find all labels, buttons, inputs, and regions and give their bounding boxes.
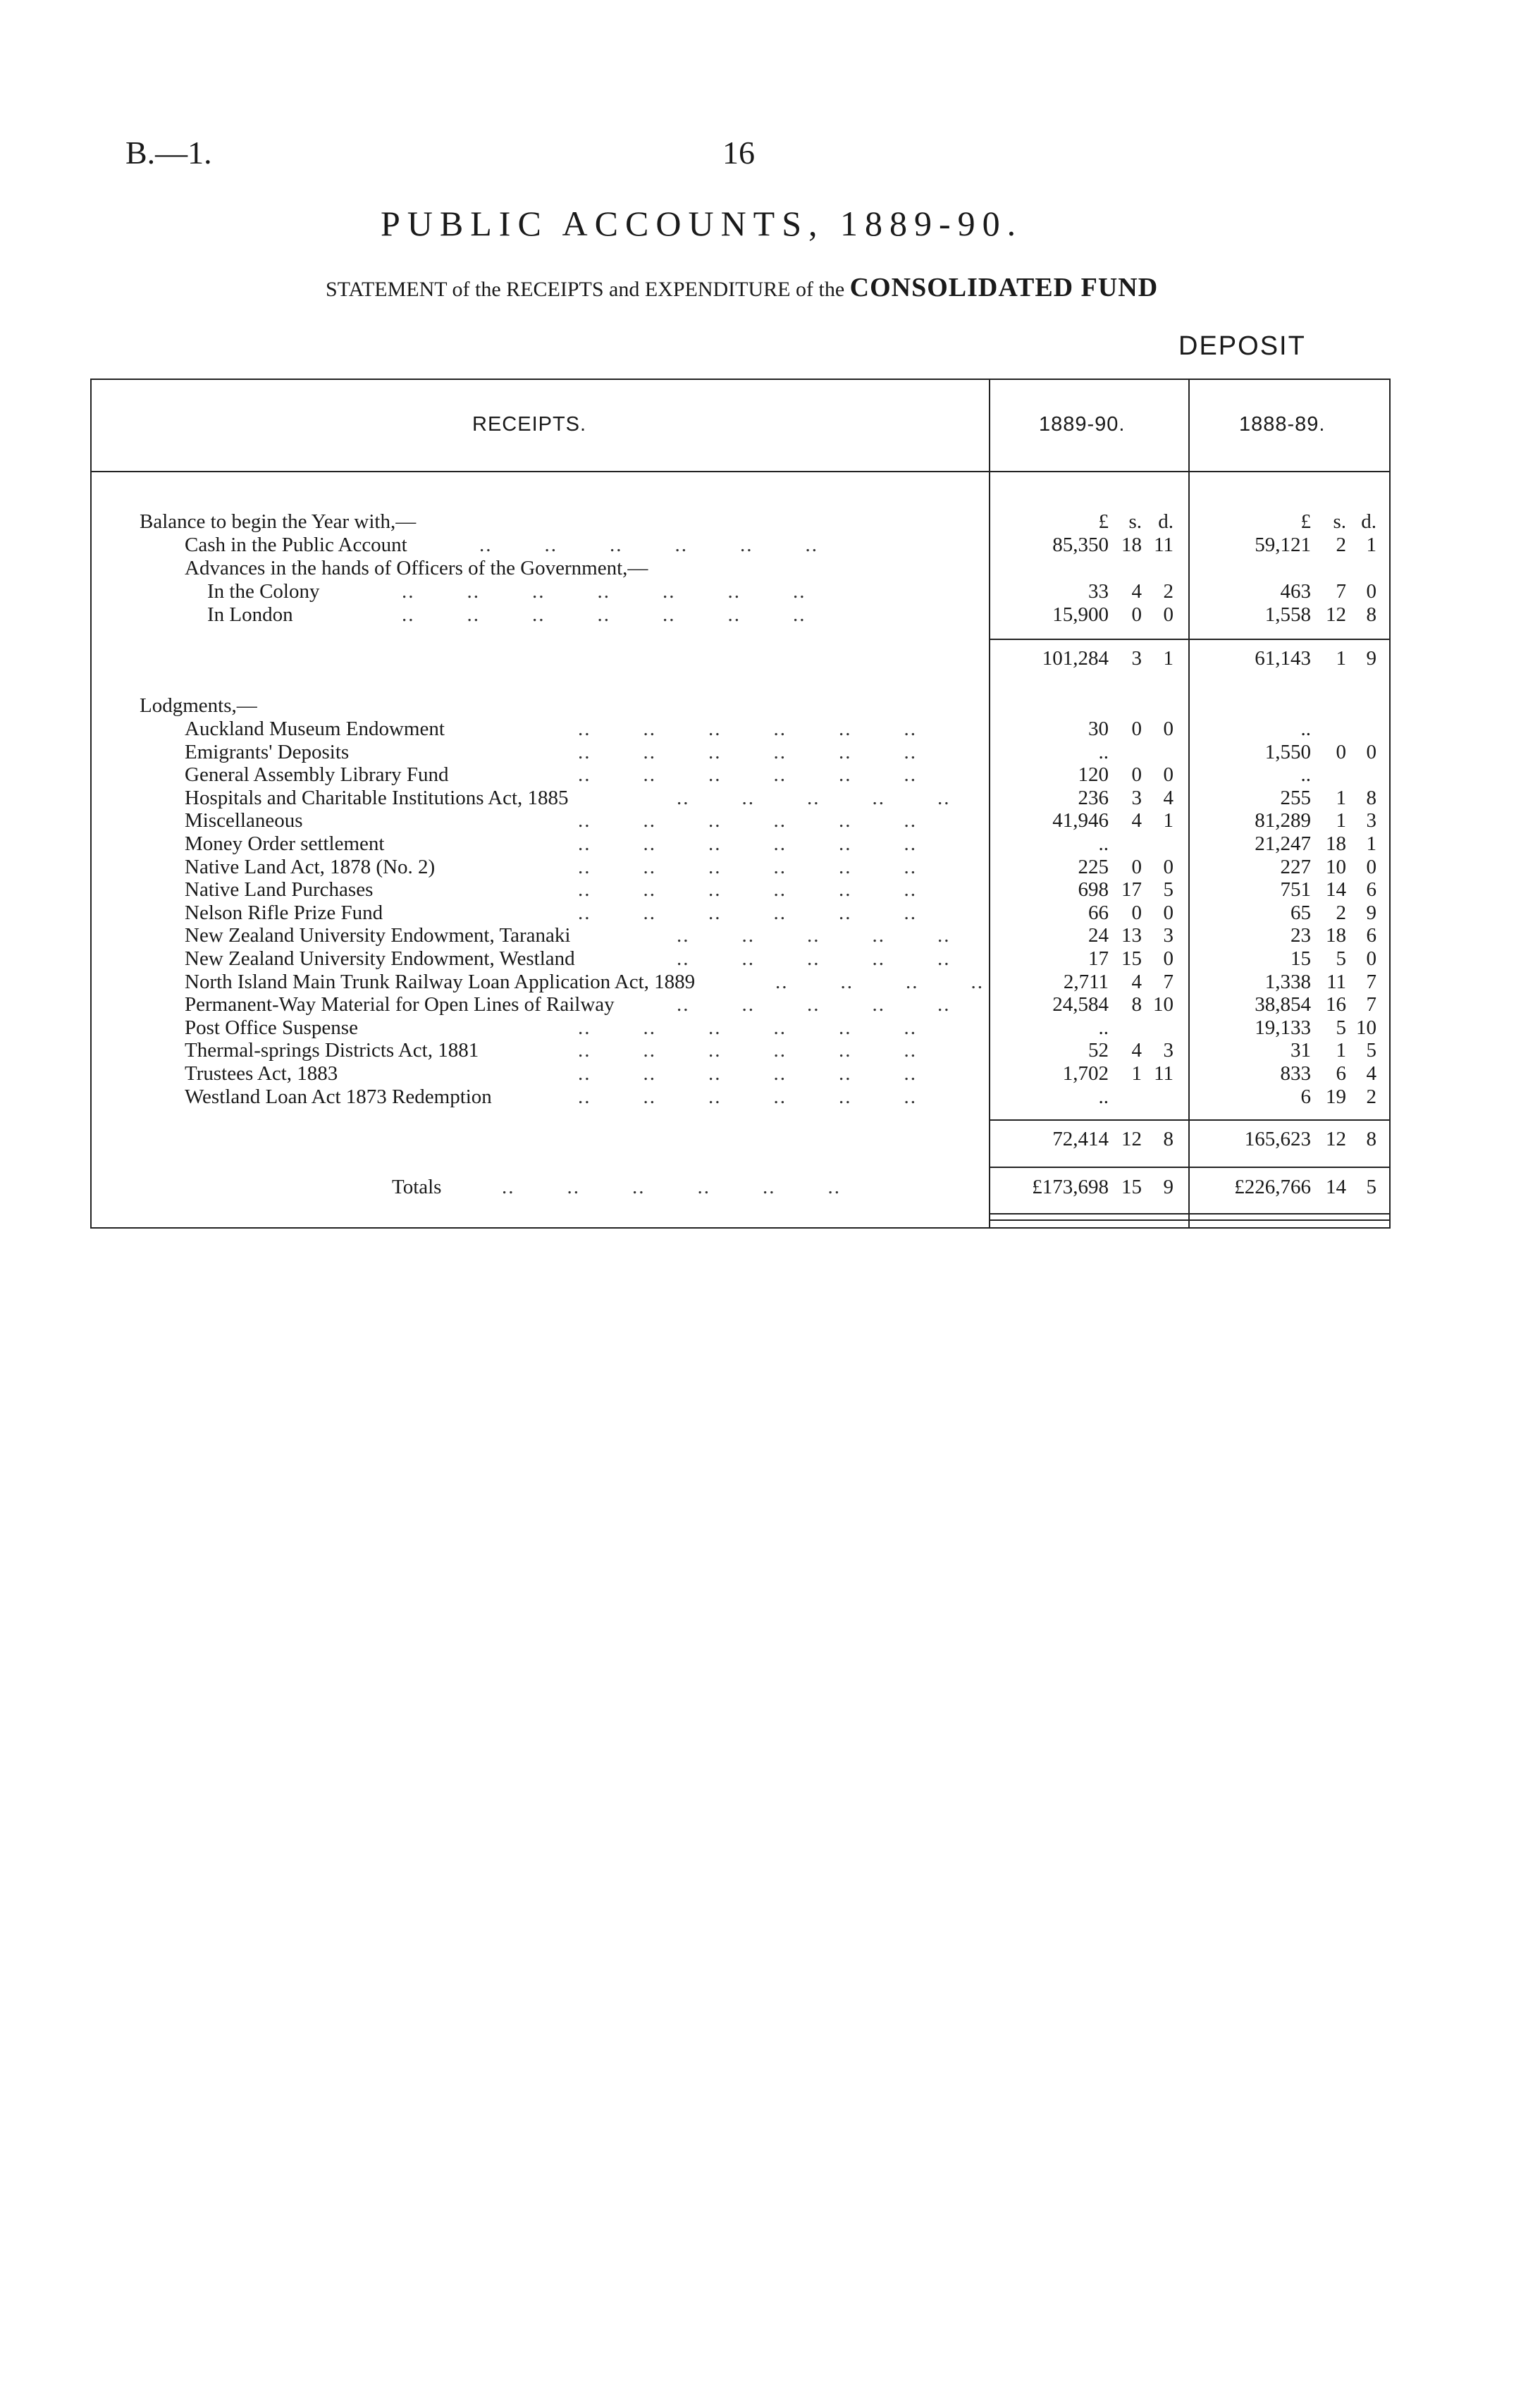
value-shillings: 1 <box>1336 787 1346 809</box>
table-row <box>0 603 1540 627</box>
value-pounds: .. <box>1098 1086 1109 1108</box>
leader-dots: .. .. .. .. .. .. <box>578 1016 917 1039</box>
table-row <box>0 718 1540 741</box>
leader-dots: .. .. .. .. .. .. <box>578 832 917 855</box>
subtitle-fund-name: CONSOLIDATED FUND <box>849 273 1159 302</box>
value-pence: 9 <box>1366 902 1376 924</box>
value-shillings: 0 <box>1131 718 1142 740</box>
document-reference: B.—1. <box>125 135 212 171</box>
totals-label: Totals <box>392 1176 442 1198</box>
row-label: Nelson Rifle Prize Fund <box>185 902 383 924</box>
value-pounds: 2,711 <box>1063 971 1109 993</box>
pound-label: £ <box>1300 510 1311 533</box>
value-shillings: 18 <box>1326 924 1346 947</box>
value-pence: 1 <box>1366 832 1376 855</box>
total-pounds: £226,766 <box>1234 1176 1311 1198</box>
currency-heading-row <box>0 510 1540 534</box>
value-shillings: 0 <box>1131 902 1142 924</box>
pence-label: d. <box>1361 510 1376 533</box>
value-pence: 0 <box>1163 603 1174 626</box>
value-pence: 0 <box>1163 856 1174 878</box>
row-label: Permanent-Way Material for Open Lines of Railway <box>185 993 615 1016</box>
page-number: 16 <box>722 135 755 171</box>
row-label: Native Land Purchases <box>185 878 374 901</box>
value-pounds: 52 <box>1088 1039 1109 1062</box>
value-pounds: .. <box>1098 1016 1109 1039</box>
value-pence: 3 <box>1163 1039 1174 1062</box>
value-pence: 6 <box>1366 878 1376 901</box>
leader-dots: .. .. .. .. .. .. .. <box>402 580 806 603</box>
page-title: PUBLIC ACCOUNTS, 1889-90. <box>381 204 1023 243</box>
value-shillings: 7 <box>1336 580 1346 603</box>
value-pence: 5 <box>1366 1039 1376 1062</box>
row-label: Post Office Suspense <box>185 1016 358 1039</box>
table-row <box>0 1016 1540 1040</box>
value-shillings: 0 <box>1131 856 1142 878</box>
value-pounds: .. <box>1098 832 1109 855</box>
value-pence: 7 <box>1366 971 1376 993</box>
value-shillings: 1 <box>1336 1039 1346 1062</box>
row-label: Hospitals and Charitable Institutions Act, 1885 <box>185 787 569 809</box>
value-pounds: 1,702 <box>1062 1062 1109 1085</box>
pound-label: £ <box>1098 510 1109 533</box>
value-pounds: 81,289 <box>1255 809 1311 832</box>
row-label: New Zealand University Endowment, Taranaki <box>185 924 571 947</box>
value-pence: 8 <box>1366 603 1376 626</box>
statement-subtitle <box>326 272 1158 303</box>
subtotal-pounds: 165,623 <box>1244 1128 1311 1150</box>
value-pounds: 15,900 <box>1052 603 1109 626</box>
value-pence: 0 <box>1163 763 1174 786</box>
row-label: New Zealand University Endowment, Westland <box>185 947 575 970</box>
value-shillings: 14 <box>1326 878 1346 901</box>
totals-double-rule-1 <box>990 1213 1389 1215</box>
value-pence: 6 <box>1366 924 1376 947</box>
table-row <box>0 1039 1540 1062</box>
value-pence: 1 <box>1163 809 1174 832</box>
value-shillings: 4 <box>1131 809 1142 832</box>
value-shillings: 12 <box>1326 603 1346 626</box>
value-pounds: 6 <box>1300 1086 1311 1108</box>
lodgments-subtotal-row <box>0 1128 1540 1151</box>
table-row <box>0 1062 1540 1086</box>
value-pence: 0 <box>1163 902 1174 924</box>
table-row <box>0 947 1540 971</box>
row-label: Cash in the Public Account <box>185 534 407 556</box>
table-row <box>0 787 1540 810</box>
value-shillings: 10 <box>1326 856 1346 878</box>
table-row <box>0 580 1540 603</box>
row-label: North Island Main Trunk Railway Loan Application Act, 1889 <box>185 971 696 993</box>
value-shillings: 19 <box>1326 1086 1346 1108</box>
table-row <box>0 856 1540 879</box>
subtotal-pence: 8 <box>1366 1128 1376 1150</box>
row-label: Thermal-springs Districts Act, 1881 <box>185 1039 479 1062</box>
subtotal-pence: 9 <box>1366 647 1376 670</box>
leader-dots: .. .. .. .. .. .. <box>578 1062 917 1085</box>
total-shillings: 14 <box>1326 1176 1346 1198</box>
table-row <box>0 741 1540 764</box>
leader-dots: .. .. .. .. .. <box>677 787 951 809</box>
value-pounds: 236 <box>1078 787 1109 809</box>
value-shillings: 2 <box>1336 534 1346 556</box>
value-shillings: 18 <box>1121 534 1142 556</box>
value-shillings: 0 <box>1131 603 1142 626</box>
subtotal-shillings: 12 <box>1326 1128 1346 1150</box>
value-shillings: 4 <box>1131 580 1142 603</box>
subtitle-text: STATEMENT of the RECEIPTS and EXPENDITURE of the <box>326 278 845 301</box>
pence-label: d. <box>1158 510 1174 533</box>
value-pence: 0 <box>1163 947 1174 970</box>
subtotal-pounds: 101,284 <box>1042 647 1109 670</box>
value-pounds: 227 <box>1280 856 1311 878</box>
balance-subtotal-rule <box>990 639 1389 640</box>
value-shillings: 4 <box>1131 1039 1142 1062</box>
value-pounds: 1,558 <box>1264 603 1311 626</box>
leader-dots: .. .. .. .. .. .. <box>578 1086 917 1108</box>
value-pence: 7 <box>1163 971 1174 993</box>
value-shillings: 0 <box>1131 763 1142 786</box>
row-label: Money Order settlement <box>185 832 385 855</box>
value-shillings: 13 <box>1121 924 1142 947</box>
row-label: Trustees Act, 1883 <box>185 1062 338 1085</box>
value-pence: 11 <box>1154 534 1174 556</box>
shilling-label: s. <box>1128 510 1142 533</box>
value-pence: 0 <box>1163 718 1174 740</box>
subtotal-pence: 8 <box>1163 1128 1174 1150</box>
value-pounds: 23 <box>1290 924 1311 947</box>
subtotal-pence: 1 <box>1163 647 1174 670</box>
value-pounds: 24,584 <box>1052 993 1109 1016</box>
value-pounds: 19,133 <box>1255 1016 1311 1039</box>
header-rule <box>90 471 1391 472</box>
leader-dots: .. .. .. .. .. <box>677 924 951 947</box>
value-pounds: 66 <box>1088 902 1109 924</box>
value-pounds: 59,121 <box>1255 534 1311 556</box>
total-shillings: 15 <box>1121 1176 1142 1198</box>
value-pounds: .. <box>1300 763 1311 786</box>
value-shillings: 0 <box>1336 741 1346 763</box>
subtotal-shillings: 12 <box>1121 1128 1142 1150</box>
totals-top-rule <box>990 1167 1389 1168</box>
value-shillings: 11 <box>1326 971 1346 993</box>
value-pounds: 24 <box>1088 924 1109 947</box>
leader-dots: .. .. .. .. .. .. <box>578 878 917 901</box>
value-pence: 3 <box>1163 924 1174 947</box>
table-row <box>0 902 1540 925</box>
leader-dots: .. .. .. .. .. .. <box>578 741 917 763</box>
table-row <box>0 1086 1540 1109</box>
table-row <box>0 832 1540 856</box>
value-pence: 8 <box>1366 787 1376 809</box>
leader-dots: .. .. .. .. .. .. <box>578 902 917 924</box>
table-row <box>0 763 1540 787</box>
lodgments-heading: Lodgments,— <box>140 694 257 717</box>
totals-double-rule-2 <box>990 1219 1389 1221</box>
value-shillings: 16 <box>1326 993 1346 1016</box>
value-pounds: 65 <box>1290 902 1311 924</box>
value-pounds: 41,946 <box>1052 809 1109 832</box>
value-pounds: .. <box>1300 718 1311 740</box>
leader-dots: .. .. .. .. .. .. <box>578 763 917 786</box>
row-label: Miscellaneous <box>185 809 303 832</box>
value-pence: 0 <box>1366 741 1376 763</box>
header-year-1888-89: 1888-89. <box>1239 413 1326 436</box>
table-top-rule <box>90 379 1391 380</box>
table-row <box>0 924 1540 947</box>
subtotal-shillings: 3 <box>1131 647 1142 670</box>
value-pounds: 751 <box>1280 878 1311 901</box>
row-label: Native Land Act, 1878 (No. 2) <box>185 856 436 878</box>
value-pence: 0 <box>1366 947 1376 970</box>
subtitle-deposit: DEPOSIT <box>1178 331 1306 361</box>
value-shillings: 5 <box>1336 1016 1346 1039</box>
header-receipts: RECEIPTS. <box>472 413 587 436</box>
value-pence: 11 <box>1154 1062 1174 1085</box>
shilling-label: s. <box>1333 510 1346 533</box>
table-row <box>0 971 1540 994</box>
leader-dots: .. .. .. .. .. .. <box>578 1039 917 1062</box>
total-pence: 5 <box>1366 1176 1376 1198</box>
value-pence: 5 <box>1163 878 1174 901</box>
row-label: Advances in the hands of Officers of the Government,— <box>185 557 648 579</box>
value-shillings: 6 <box>1336 1062 1346 1085</box>
header-year-1889-90: 1889-90. <box>1039 413 1126 436</box>
value-pounds: 31 <box>1290 1039 1311 1062</box>
leader-dots: .. .. .. .. .. .. <box>578 809 917 832</box>
leader-dots: .. .. .. .. .. .. <box>578 718 917 740</box>
value-pounds: 38,854 <box>1255 993 1311 1016</box>
subtotal-shillings: 1 <box>1336 647 1346 670</box>
value-shillings: 4 <box>1131 971 1142 993</box>
row-label: Auckland Museum Endowment <box>185 718 445 740</box>
total-pence: 9 <box>1163 1176 1174 1198</box>
leader-dots: .. .. .. .. .. <box>677 993 951 1016</box>
row-label: In London <box>207 603 293 626</box>
totals-row <box>0 1176 1540 1199</box>
leader-dots: .. .. .. .. .. <box>677 947 951 970</box>
value-pounds: 1,550 <box>1264 741 1311 763</box>
value-shillings: 2 <box>1336 902 1346 924</box>
value-pounds: 21,247 <box>1255 832 1311 855</box>
value-pence: 7 <box>1366 993 1376 1016</box>
value-pence: 3 <box>1366 809 1376 832</box>
value-pounds: 15 <box>1290 947 1311 970</box>
value-shillings: 3 <box>1131 787 1142 809</box>
value-pounds: .. <box>1098 741 1109 763</box>
table-row <box>0 534 1540 557</box>
value-pounds: 85,350 <box>1052 534 1109 556</box>
lodgments-subtotal-rule <box>990 1119 1389 1121</box>
total-pounds: £173,698 <box>1032 1176 1109 1198</box>
row-label: Emigrants' Deposits <box>185 741 350 763</box>
lodgments-heading-row <box>0 694 1540 718</box>
balance-heading: Balance to begin the Year with,— <box>140 510 417 533</box>
row-label: General Assembly Library Fund <box>185 763 449 786</box>
subtotal-pounds: 61,143 <box>1255 647 1311 670</box>
value-pence: 1 <box>1366 534 1376 556</box>
table-row <box>0 809 1540 832</box>
value-pence: 4 <box>1163 787 1174 809</box>
value-pence: 0 <box>1366 580 1376 603</box>
table-bottom-rule <box>90 1227 1391 1229</box>
value-pounds: 225 <box>1078 856 1109 878</box>
value-shillings: 15 <box>1121 947 1142 970</box>
row-label: In the Colony <box>207 580 320 603</box>
leader-dots: .. .. .. .. .. .. <box>578 856 917 878</box>
value-shillings: 1 <box>1336 809 1346 832</box>
value-pounds: 33 <box>1088 580 1109 603</box>
subtotal-pounds: 72,414 <box>1052 1128 1109 1150</box>
value-pence: 10 <box>1356 1016 1376 1039</box>
value-pounds: 17 <box>1088 947 1109 970</box>
value-pounds: 255 <box>1280 787 1311 809</box>
value-shillings: 5 <box>1336 947 1346 970</box>
value-pence: 10 <box>1153 993 1174 1016</box>
table-row <box>0 557 1540 580</box>
leader-dots: .. .. .. .. .. .. <box>502 1176 841 1198</box>
leader-dots: .. .. .. .. .. .. <box>479 534 818 556</box>
value-shillings: 17 <box>1121 878 1142 901</box>
value-shillings: 1 <box>1131 1062 1142 1085</box>
value-pence: 0 <box>1366 856 1376 878</box>
value-pounds: 698 <box>1078 878 1109 901</box>
value-pounds: 120 <box>1078 763 1109 786</box>
balance-subtotal-row <box>0 647 1540 670</box>
value-pence: 2 <box>1366 1086 1376 1108</box>
value-pence: 4 <box>1366 1062 1376 1085</box>
table-row <box>0 878 1540 902</box>
value-shillings: 8 <box>1131 993 1142 1016</box>
value-pence: 2 <box>1163 580 1174 603</box>
leader-dots: .. .. .. .. <box>775 971 984 993</box>
table-row <box>0 993 1540 1016</box>
value-pounds: 30 <box>1088 718 1109 740</box>
value-pounds: 463 <box>1280 580 1311 603</box>
leader-dots: .. .. .. .. .. .. .. <box>402 603 806 626</box>
value-pounds: 1,338 <box>1264 971 1311 993</box>
row-label: Westland Loan Act 1873 Redemption <box>185 1086 492 1108</box>
value-shillings: 18 <box>1326 832 1346 855</box>
value-pounds: 833 <box>1280 1062 1311 1085</box>
